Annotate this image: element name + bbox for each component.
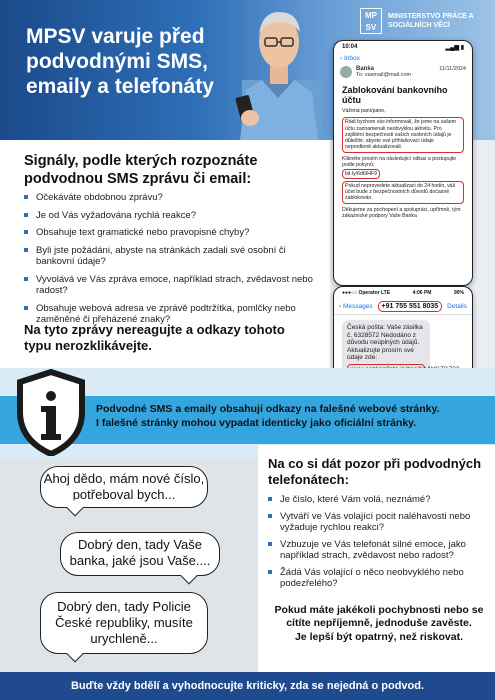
- calls-advice: [268, 604, 490, 644]
- sender-name: Banka: [356, 66, 375, 72]
- bullet-icon: [24, 230, 28, 234]
- bullet-icon: [24, 195, 28, 199]
- speech-text: Ahoj dědo, mám nové číslo, potřeboval bych...: [43, 471, 205, 502]
- bullet-icon: [268, 497, 272, 501]
- speech-text: Dobrý den, tady Policie České republiky, musíte urychleně...: [55, 599, 193, 646]
- speech-bubble: [40, 466, 208, 508]
- list-item: [24, 210, 320, 222]
- inbox-back-link[interactable]: ‹ Inbox: [340, 55, 360, 62]
- advice-text: Pokud máte jakékoli pochybnosti nebo se cítíte nepříjemně, jednoduše zavěste.: [274, 604, 484, 629]
- status-carrier: ●●●○○ Operator LTE: [342, 290, 391, 296]
- shield-info-icon: [14, 368, 88, 456]
- email-paragraph: Pokud neprovedete aktualizaci do 24 hodin, váš účet bude z bezpečnostních důvodů dočasně zablokován.: [342, 181, 464, 204]
- bullet-icon: [24, 277, 28, 281]
- email-body: [334, 108, 472, 219]
- messages-back-link[interactable]: ‹ Messages: [339, 303, 373, 310]
- sms-header: [334, 299, 472, 315]
- calls-title: Na co si dát pozor při podvodných telefonátech:: [268, 456, 482, 487]
- sender-number: +91 755 551 8035: [378, 301, 443, 312]
- inbox-label: Inbox: [343, 55, 360, 62]
- email-greeting: Vážená paní/pane,: [342, 108, 386, 114]
- list-item-text: Obsahuje text gramatické nebo pravopisné chyby?: [36, 227, 250, 238]
- status-time: 10:04: [342, 44, 358, 50]
- list-item-text: Vyvolává ve Vás zpráva emoce, například strach, zvědavost nebo radost?: [36, 273, 313, 296]
- sms-text: Česká pošta: Vaše zásilka č. 6328572 Nedodáno z důvodu neúplných údajů. Aktualizujte prosím své údaje zde:: [347, 324, 423, 361]
- phishing-link[interactable]: bit.ly/6d6IHF9: [342, 169, 380, 179]
- status-bar: [334, 287, 472, 299]
- status-battery: 90%: [453, 290, 464, 296]
- signals-list: [24, 192, 320, 332]
- signals-title: Signály, podle kterých rozpoznáte podvodnou SMS zprávu či email:: [24, 153, 258, 187]
- list-item-text: Je od Vás vyžadována rychlá reakce?: [36, 209, 197, 221]
- email-paragraph: Klikněte prosím na následující odkaz a postupujte podle pokynů:: [342, 155, 457, 169]
- footer-text: Buďte vždy bdělí a vyhodnocujte kriticky, zda se nejedná o podvod.: [70, 680, 425, 692]
- email-sender-row: [334, 63, 472, 81]
- list-item: [24, 227, 320, 239]
- email-closing: Děkujeme za pochopení a spolupráci, upřímně, tým zákaznické podpory Vaše Banka: [342, 206, 461, 219]
- list-item: [268, 494, 490, 506]
- list-item: [268, 511, 490, 534]
- list-item: [268, 567, 490, 590]
- email-paragraph: Rádi bychom vás informovali, že jsme na vašem účtu zaznamenali neobvyklou aktivitu. Pro zajištění bezpečnosti vašich osobních údajů je důležité, abyste své přihlašovací údaje neprodleně aktualizovali.: [342, 117, 464, 152]
- calls-list: [268, 494, 490, 595]
- email-subject: Zablokování bankovního účtu: [342, 85, 448, 105]
- bullet-icon: [268, 514, 272, 518]
- do-not-click-warning: Na tyto zprávy nereagujte a odkazy tohoto typu nerozklikávejte.: [24, 322, 285, 353]
- logo-mark: MP SV: [360, 8, 382, 34]
- sender-info: [356, 66, 439, 78]
- status-bar: [334, 41, 472, 54]
- list-item-text: Očekáváte obdobnou zprávu?: [36, 192, 163, 203]
- list-item: [24, 274, 320, 297]
- man-with-phone-illustration: [232, 0, 324, 140]
- warning-text: [96, 402, 491, 430]
- warning-line: Podvodné SMS a emaily obsahují odkazy na falešné webové stránky.: [96, 403, 440, 415]
- avatar: [340, 66, 352, 78]
- list-item: [24, 245, 320, 268]
- bullet-icon: [24, 248, 28, 252]
- list-item-text: Žádá Vás volající o něco neobvyklého nebo podezřelého?: [280, 566, 464, 589]
- sender-to: To: vasmail@mail.com: [356, 72, 412, 78]
- list-item-text: Obsahuje webová adresa ve zprávě podtržítka, pomlčky nebo zaměněné či přeházené znaky?: [36, 302, 296, 325]
- logo-text: MINISTERSTVO PRÁCE A SOCIÁLNÍCH VĚCÍ: [388, 13, 474, 29]
- signal-icon: ▂▄▆ ▮: [445, 45, 464, 51]
- list-item-text: Vytváří ve Vás volající pocit naléhavosti nebo vyžaduje rychlou reakci?: [280, 510, 471, 533]
- list-item-text: Vzbuzuje ve Vás telefonát silné emoce, jako například strach, zvědavost nebo radost?: [280, 538, 466, 561]
- status-time: 4:06 PM: [412, 290, 432, 296]
- bullet-icon: [268, 570, 272, 574]
- list-item: [24, 192, 320, 204]
- speech-bubble: [60, 532, 220, 576]
- mpsv-logo: [360, 8, 490, 36]
- email-date: 11/11/2024: [439, 66, 466, 72]
- list-item-text: Byli jste požádáni, abyste na stránkách zadali své osobní či bankovní údaje?: [36, 244, 286, 267]
- warning-line: I falešné stránky mohou vypadat identicky jako oficiální stránky.: [96, 417, 417, 429]
- list-item: [268, 539, 490, 562]
- advice-text: Je lepší být opatrný, než riskovat.: [294, 631, 464, 643]
- bullet-icon: [268, 542, 272, 546]
- speech-bubble: [40, 592, 208, 654]
- page-title: MPSV varuje před podvodnými SMS, emaily a telefonáty: [26, 25, 214, 98]
- details-link[interactable]: Details: [447, 303, 467, 310]
- bullet-icon: [24, 213, 28, 217]
- speech-text: Dobrý den, tady Vaše banka, jaké jsou Vaše....: [69, 537, 211, 568]
- list-item-text: Je číslo, které Vám volá, neznámé?: [280, 494, 431, 505]
- messages-label: Messages: [342, 303, 373, 310]
- email-phone-mockup: [333, 40, 473, 286]
- bullet-icon: [24, 306, 28, 310]
